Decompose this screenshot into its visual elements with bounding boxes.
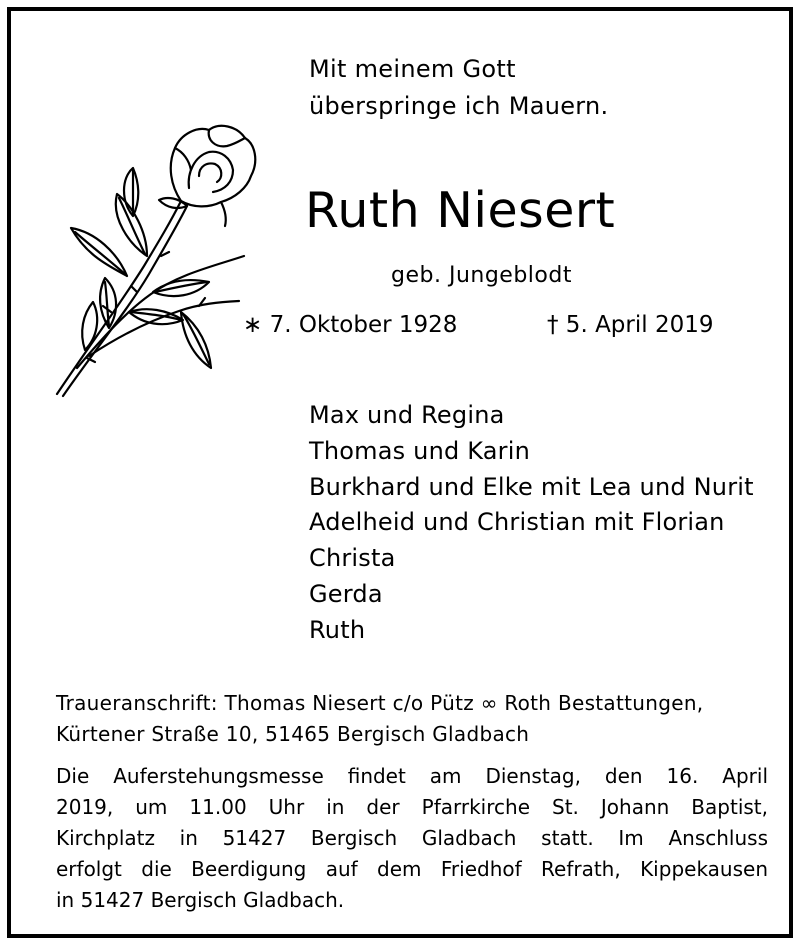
family-member: Christa bbox=[309, 544, 396, 573]
death-date: † 5. April 2019 bbox=[547, 312, 714, 338]
family-member: Ruth bbox=[309, 615, 366, 644]
birth-date: ∗ 7. Oktober 1928 bbox=[243, 312, 458, 338]
obituary-frame bbox=[7, 7, 793, 938]
service-line: Die Auferstehungsmesse findet am Dienstag, den 16. April bbox=[56, 764, 768, 788]
mourning-address bbox=[56, 688, 703, 750]
service-line: Kirchplatz in 51427 Bergisch Gladbach statt. Im Anschluss bbox=[56, 826, 768, 850]
service-line: in 51427 Bergisch Gladbach. bbox=[56, 888, 345, 912]
family-member: Burkhard und Elke mit Lea und Nurit bbox=[309, 472, 754, 501]
motto-verse bbox=[309, 51, 608, 125]
family-members-list bbox=[309, 398, 754, 649]
address-line-2: Kürtener Straße 10, 51465 Bergisch Gladbach bbox=[56, 722, 530, 746]
address-line-1: Traueranschrift: Thomas Niesert c/o Pütz ∞ Roth Bestattungen, bbox=[56, 691, 704, 715]
family-member: Thomas und Karin bbox=[309, 436, 531, 465]
deceased-name: Ruth Niesert bbox=[305, 182, 616, 239]
motto-line-2: überspringe ich Mauern. bbox=[309, 92, 609, 120]
service-line: erfolgt die Beerdigung auf dem Friedhof Refrath, Kippekausen bbox=[56, 857, 768, 881]
family-member: Adelheid und Christian mit Florian bbox=[309, 508, 725, 537]
maiden-name: geb. Jungeblodt bbox=[391, 263, 572, 288]
funeral-service-notice bbox=[56, 761, 768, 916]
service-line: 2019, um 11.00 Uhr in der Pfarrkirche St. Johann Baptist, bbox=[56, 795, 768, 819]
life-dates bbox=[243, 308, 714, 342]
motto-line-1: Mit meinem Gott bbox=[309, 55, 516, 83]
family-member: Gerda bbox=[309, 579, 383, 608]
rose-illustration-icon bbox=[49, 106, 264, 416]
family-member: Max und Regina bbox=[309, 401, 505, 429]
